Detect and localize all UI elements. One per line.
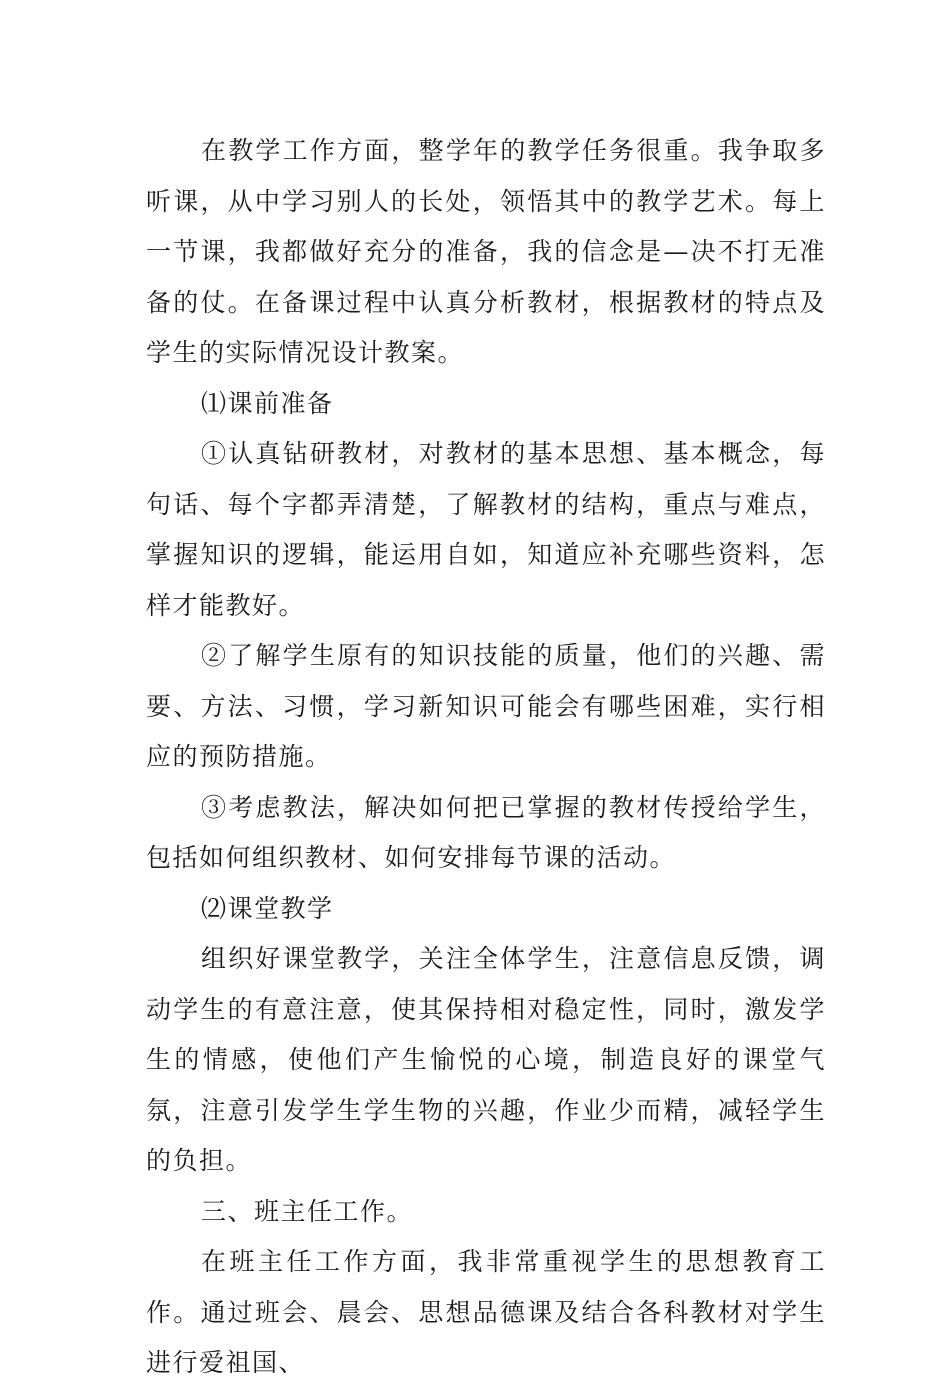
- heading-class-teacher-work: 三、班主任工作。: [201, 1196, 414, 1226]
- paragraph-teaching-methods: ③考虑教法，解决如何把已掌握的教材传授给学生，包括如何组织教材、如何安排每节课的活动。: [146, 792, 826, 872]
- paragraph-study-materials: ①认真钻研教材，对教材的基本思想、基本概念，每句话、每个字都弄清楚，了解教材的结构，重点与难点，掌握知识的逻辑，能运用自如，知道应补充哪些资料，怎样才能教好。: [146, 439, 826, 620]
- paragraph-understand-students: ②了解学生原有的知识技能的质量，他们的兴趣、需要、方法、习惯，学习新知识可能会有哪些困难，实行相应的预防措施。: [146, 641, 826, 771]
- paragraph-teaching-work: 在教学工作方面，整学年的教学任务很重。我争取多听课，从中学习别人的长处，领悟其中的教学艺术。每上一节课，我都做好充分的准备，我的信念是—决不打无准备的仗。在备课过程中认真分析教材，根据教材的特点及学生的实际情况设计教案。: [146, 136, 826, 367]
- paragraph-classroom-organization: 组织好课堂教学，关注全体学生，注意信息反馈，调动学生的有意注意，使其保持相对稳定性，同时，激发学生的情感，使他们产生愉悦的心境，制造良好的课堂气氛，注意引发学生学生物的兴趣，作业少而精，减轻学生的负担。: [146, 944, 826, 1175]
- document-body: [146, 126, 826, 1389]
- heading-classroom-teaching: ⑵课堂教学: [201, 893, 334, 923]
- paragraph-class-teacher-work: 在班主任工作方面，我非常重视学生的思想教育工作。通过班会、晨会、思想品德课及结合各科教材对学生进行爱祖国、: [146, 1247, 826, 1377]
- heading-lesson-preparation: ⑴课前准备: [201, 388, 334, 418]
